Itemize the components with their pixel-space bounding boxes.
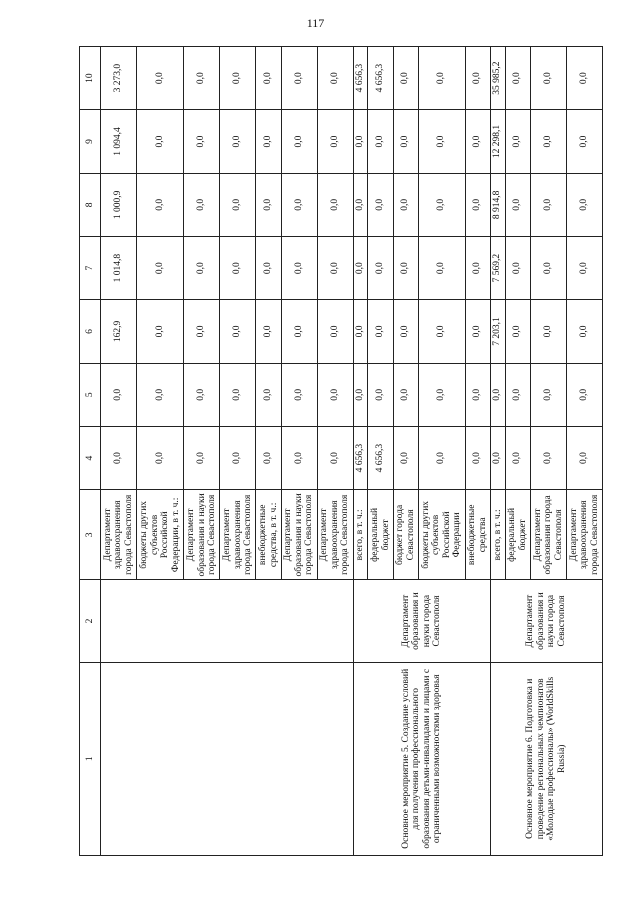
value-cell: 0,0 <box>368 236 393 299</box>
value-cell: 3 273,0 <box>101 47 137 110</box>
value-cell: 1 000,9 <box>101 173 137 236</box>
value-cell: 0,0 <box>566 426 602 489</box>
value-cell: 0,0 <box>281 363 317 426</box>
value-cell: 1 094,4 <box>101 110 137 173</box>
value-cell: 0,0 <box>505 47 530 110</box>
col-header-6: 6 <box>80 300 101 363</box>
funding-source-cell: Департамент здравоохранения города Севастополя <box>317 490 353 580</box>
funding-source-cell: Департамент здравоохранения города Севастополя <box>101 490 137 580</box>
col-header-9: 9 <box>80 110 101 173</box>
value-cell: 0,0 <box>281 47 317 110</box>
funding-source-cell: внебюджетные средства <box>465 490 490 580</box>
table-body <box>101 47 603 856</box>
value-cell: 0,0 <box>368 363 393 426</box>
value-cell: 0,0 <box>530 110 566 173</box>
value-cell: 0,0 <box>566 47 602 110</box>
value-cell: 0,0 <box>317 426 353 489</box>
value-cell: 162,9 <box>101 300 137 363</box>
funding-source-cell: бюджеты других субъектов Российской Федерации, в т. ч.: <box>137 490 184 580</box>
value-cell: 0,0 <box>353 173 368 236</box>
value-cell: 0,0 <box>530 363 566 426</box>
value-cell: 0,0 <box>256 173 281 236</box>
value-cell: 4 656,3 <box>368 47 393 110</box>
funding-source-cell: федеральный бюджет <box>505 490 530 580</box>
value-cell: 4 656,3 <box>353 426 368 489</box>
funding-source-cell: федеральный бюджет <box>368 490 393 580</box>
value-cell: 12 298,1 <box>490 110 505 173</box>
value-cell: 0,0 <box>317 47 353 110</box>
value-cell: 0,0 <box>393 110 418 173</box>
value-cell: 0,0 <box>393 363 418 426</box>
executor-cell <box>101 580 354 662</box>
value-cell: 0,0 <box>281 110 317 173</box>
funding-source-cell: Департамент здравоохранения города Севастополя <box>220 490 256 580</box>
funding-source-cell: бюджет города Севастополя <box>393 490 418 580</box>
value-cell: 0,0 <box>256 110 281 173</box>
value-cell: 0,0 <box>137 236 184 299</box>
value-cell: 0,0 <box>418 300 465 363</box>
value-cell: 0,0 <box>465 426 490 489</box>
value-cell: 0,0 <box>566 173 602 236</box>
value-cell: 0,0 <box>418 110 465 173</box>
value-cell: 0,0 <box>465 47 490 110</box>
value-cell: 0,0 <box>465 173 490 236</box>
value-cell: 0,0 <box>566 110 602 173</box>
value-cell: 4 656,3 <box>368 426 393 489</box>
value-cell: 0,0 <box>184 110 220 173</box>
value-cell: 0,0 <box>505 110 530 173</box>
activity-cell <box>101 662 354 855</box>
executor-cell: Департамент образования и науки города Севастополя <box>353 580 490 662</box>
value-cell: 0,0 <box>256 47 281 110</box>
value-cell: 0,0 <box>256 236 281 299</box>
value-cell: 0,0 <box>281 236 317 299</box>
value-cell: 0,0 <box>490 426 505 489</box>
value-cell: 0,0 <box>505 363 530 426</box>
value-cell: 35 985,2 <box>490 47 505 110</box>
value-cell: 0,0 <box>418 426 465 489</box>
value-cell: 0,0 <box>505 426 530 489</box>
value-cell: 8 914,8 <box>490 173 505 236</box>
value-cell: 0,0 <box>281 173 317 236</box>
col-header-3: 3 <box>80 490 101 580</box>
value-cell: 0,0 <box>220 426 256 489</box>
table-row <box>490 47 505 856</box>
value-cell: 0,0 <box>220 236 256 299</box>
value-cell: 0,0 <box>137 110 184 173</box>
value-cell: 0,0 <box>220 47 256 110</box>
value-cell: 7 203,1 <box>490 300 505 363</box>
value-cell: 0,0 <box>137 300 184 363</box>
value-cell: 0,0 <box>184 173 220 236</box>
value-cell: 0,0 <box>184 300 220 363</box>
value-cell: 0,0 <box>465 300 490 363</box>
value-cell: 0,0 <box>256 300 281 363</box>
col-header-5: 5 <box>80 363 101 426</box>
value-cell: 0,0 <box>317 363 353 426</box>
value-cell: 0,0 <box>353 110 368 173</box>
funding-source-cell: всего, в т. ч.: <box>490 490 505 580</box>
funding-source-cell: Департамент образования и науки города Севастополя <box>281 490 317 580</box>
value-cell: 0,0 <box>393 236 418 299</box>
value-cell: 0,0 <box>393 300 418 363</box>
value-cell: 0,0 <box>184 363 220 426</box>
value-cell: 0,0 <box>393 426 418 489</box>
value-cell: 0,0 <box>317 300 353 363</box>
col-header-4: 4 <box>80 426 101 489</box>
col-header-7: 7 <box>80 236 101 299</box>
col-header-8: 8 <box>80 173 101 236</box>
value-cell: 0,0 <box>530 173 566 236</box>
value-cell: 0,0 <box>220 363 256 426</box>
value-cell: 0,0 <box>281 300 317 363</box>
table-row <box>353 47 368 856</box>
value-cell: 0,0 <box>418 47 465 110</box>
value-cell: 0,0 <box>368 110 393 173</box>
column-number-row <box>80 47 101 856</box>
value-cell: 1 014,8 <box>101 236 137 299</box>
rotated-table-wrapper <box>79 46 603 856</box>
value-cell: 0,0 <box>220 173 256 236</box>
value-cell: 0,0 <box>101 363 137 426</box>
value-cell: 0,0 <box>256 363 281 426</box>
value-cell: 0,0 <box>530 426 566 489</box>
value-cell: 0,0 <box>368 173 393 236</box>
value-cell: 0,0 <box>368 300 393 363</box>
value-cell: 0,0 <box>566 363 602 426</box>
value-cell: 0,0 <box>418 173 465 236</box>
value-cell: 0,0 <box>418 236 465 299</box>
col-header-10: 10 <box>80 47 101 110</box>
col-header-2: 2 <box>80 580 101 662</box>
value-cell: 0,0 <box>353 363 368 426</box>
col-header-1: 1 <box>80 662 101 855</box>
page-number: 117 <box>306 16 325 30</box>
activity-cell: Основное мероприятие 5. Создание условий для получения профессионального образования детьми-инвалидами и лицами с ограниченными возможностями здоровья <box>353 662 490 855</box>
funding-source-cell: внебюджетные средства, в т. ч.: <box>256 490 281 580</box>
value-cell: 0,0 <box>530 47 566 110</box>
value-cell: 0,0 <box>353 300 368 363</box>
funding-source-cell: Департамент здравоохранения города Севастополя <box>566 490 602 580</box>
value-cell: 0,0 <box>505 173 530 236</box>
value-cell: 0,0 <box>317 236 353 299</box>
value-cell: 0,0 <box>418 363 465 426</box>
value-cell: 0,0 <box>184 426 220 489</box>
value-cell: 0,0 <box>353 236 368 299</box>
value-cell: 0,0 <box>566 236 602 299</box>
value-cell: 0,0 <box>393 47 418 110</box>
value-cell: 0,0 <box>220 300 256 363</box>
value-cell: 0,0 <box>220 110 256 173</box>
funding-source-cell: бюджеты других субъектов Российской Федерации <box>418 490 465 580</box>
value-cell: 0,0 <box>137 47 184 110</box>
value-cell: 0,0 <box>465 363 490 426</box>
value-cell: 0,0 <box>137 363 184 426</box>
value-cell: 0,0 <box>465 236 490 299</box>
table-row <box>101 47 137 856</box>
value-cell: 0,0 <box>317 173 353 236</box>
funding-source-cell: Департамент образования и науки города Севастополя <box>184 490 220 580</box>
value-cell: 0,0 <box>184 236 220 299</box>
value-cell: 0,0 <box>317 110 353 173</box>
value-cell: 0,0 <box>393 173 418 236</box>
value-cell: 0,0 <box>530 236 566 299</box>
funding-source-cell: Департамент образования города Севастополя <box>530 490 566 580</box>
value-cell: 0,0 <box>281 426 317 489</box>
value-cell: 0,0 <box>256 426 281 489</box>
value-cell: 0,0 <box>505 300 530 363</box>
value-cell: 7 569,2 <box>490 236 505 299</box>
value-cell: 0,0 <box>137 426 184 489</box>
funding-source-cell: всего, в т. ч.: <box>353 490 368 580</box>
value-cell: 0,0 <box>566 300 602 363</box>
activity-cell: Основное мероприятие 6. Подготовка и проведение региональных чемпионатов «Молодые профессионалы» (WorldSkills Russia) <box>490 662 602 855</box>
value-cell: 0,0 <box>101 426 137 489</box>
value-cell: 0,0 <box>137 173 184 236</box>
value-cell: 0,0 <box>184 47 220 110</box>
value-cell: 0,0 <box>465 110 490 173</box>
value-cell: 0,0 <box>530 300 566 363</box>
budget-table <box>79 46 603 856</box>
value-cell: 0,0 <box>505 236 530 299</box>
value-cell: 0,0 <box>490 363 505 426</box>
executor-cell: Департамент образования и науки города Севастополя <box>490 580 602 662</box>
value-cell: 4 656,3 <box>353 47 368 110</box>
